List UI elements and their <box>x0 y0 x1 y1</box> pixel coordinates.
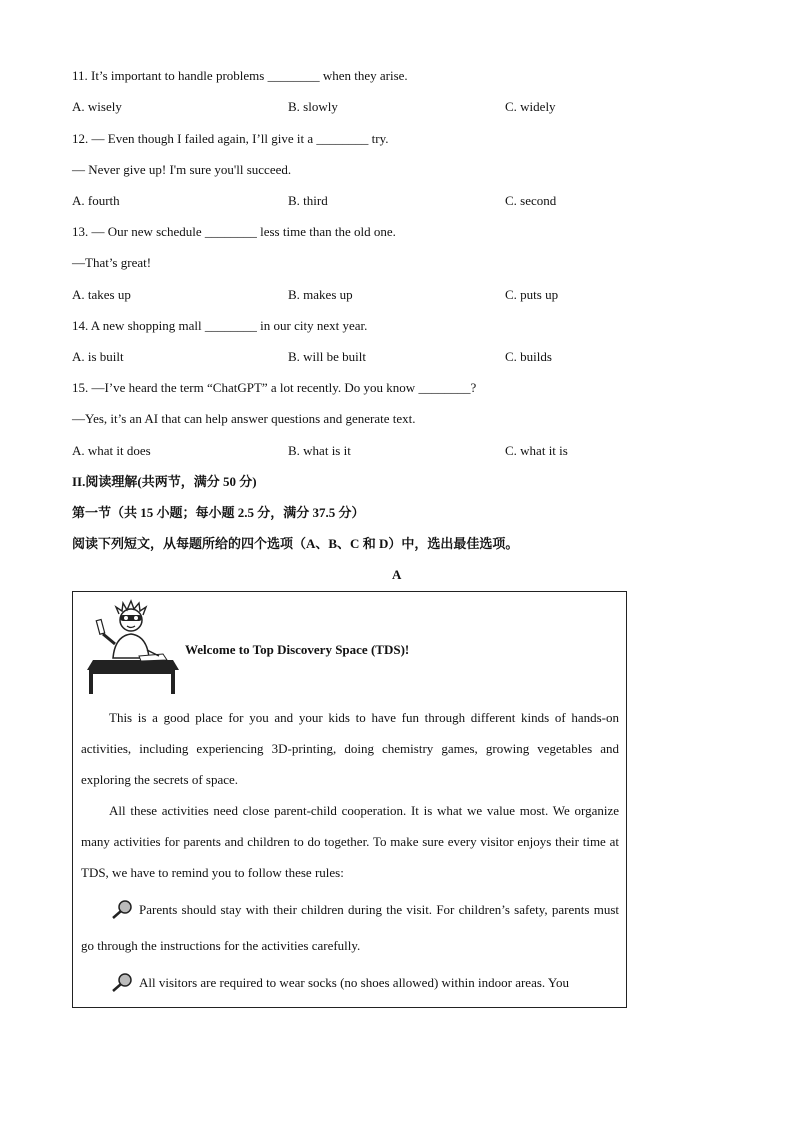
passage-paragraph-1 <box>81 702 619 795</box>
passage-box <box>72 591 627 1008</box>
q12-option-a: A. fourth <box>72 193 120 208</box>
instruction-text: 阅读下列短文，从每题所给的四个选项（A、B、C 和 D）中，选出最佳选项。 <box>72 536 519 551</box>
q11-option-c: C. widely <box>505 99 556 114</box>
q14-option-c: C. builds <box>505 349 552 364</box>
q12-option-c: C. second <box>505 193 557 208</box>
q15-option-a: A. what it does <box>72 443 151 458</box>
q14-option-b: B. will be built <box>288 349 366 364</box>
q13-option-b: B. makes up <box>288 287 353 302</box>
paragraph-2-text: All these activities need close parent-child cooperation. It is what we value most. We organize many activities for parents and children to do together. To make sure every visitor enjoys their time at TDS, we have to remind you to follow these rules: <box>81 803 619 880</box>
rule-1 <box>81 892 619 964</box>
q15-option-b: B. what is it <box>288 443 351 458</box>
q15-option-c: C. what it is <box>505 443 568 458</box>
q11-option-a: A. wisely <box>72 99 122 114</box>
scientist-illustration <box>83 598 183 698</box>
rule-2 <box>81 965 619 1001</box>
passage-letter: A <box>392 567 402 582</box>
passage-paragraph-2 <box>81 795 619 888</box>
question-15-reply: —Yes, it’s an AI that can help answer questions and generate text. <box>72 411 416 426</box>
question-14-stem: 14. A new shopping mall ________ in our city next year. <box>72 318 368 333</box>
q13-option-c: C. puts up <box>505 287 559 302</box>
question-13-stem: 13. — Our new schedule ________ less time than the old one. <box>72 224 396 239</box>
magnifier-icon <box>109 899 135 919</box>
magnifier-icon <box>109 972 135 992</box>
question-12-reply: — Never give up! I'm sure you'll succeed. <box>72 162 292 177</box>
paragraph-1-text: This is a good place for you and your kids to have fun through different kinds of hands-on activities, including experiencing 3D-printing, doing chemistry games, growing vegetables and exploring the secrets of space. <box>81 710 619 787</box>
q12-option-b: B. third <box>288 193 328 208</box>
rule-2-text: All visitors are required to wear socks (no shoes allowed) within indoor areas. You <box>139 975 569 990</box>
question-15-stem: 15. —I’ve heard the term “ChatGPT” a lot recently. Do you know ________? <box>72 380 477 395</box>
q14-option-a: A. is built <box>72 349 124 364</box>
q13-option-a: A. takes up <box>72 287 131 302</box>
question-12-stem: 12. — Even though I failed again, I’ll give it a ________ try. <box>72 131 389 146</box>
passage-title: Welcome to Top Discovery Space (TDS)! <box>185 642 410 657</box>
section-heading: II.阅读理解(共两节，满分 50 分) <box>72 474 257 489</box>
q11-option-b: B. slowly <box>288 99 338 114</box>
rule-1-text: Parents should stay with their children during the visit. For children’s safety, parents must go through the instructions for the activities carefully. <box>81 902 619 953</box>
part-heading: 第一节（共 15 小题；每小题 2.5 分，满分 37.5 分） <box>72 505 365 520</box>
question-13-reply: —That’s great! <box>72 255 152 270</box>
question-11-stem: 11. It’s important to handle problems ________ when they arise. <box>72 68 408 83</box>
